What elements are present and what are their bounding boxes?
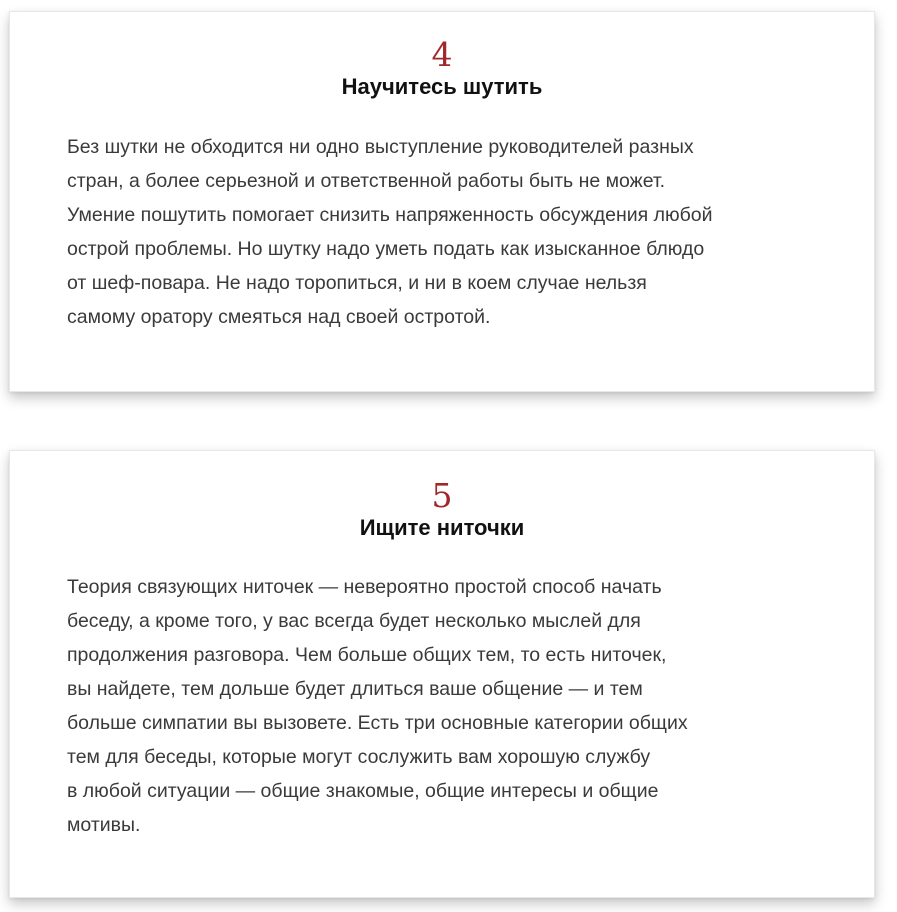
tip-number: 4 <box>431 35 453 74</box>
tip-title: Ищите ниточки <box>359 515 525 540</box>
tip-text-line: стран, а более серьезной и ответственной работы быть не может. <box>67 170 666 192</box>
tip-text-line: больше симпатии вы вызовете. Есть три основные категории общих <box>67 712 688 734</box>
tip-text-line: от шеф-повара. Не надо торопиться, и ни в коем случае нельзя <box>67 272 647 294</box>
tip-number: 5 <box>431 476 453 515</box>
tip-card-4 <box>9 11 875 392</box>
tip-text-line: в любой ситуации — общие знакомые, общие интересы и общие <box>67 780 659 802</box>
tip-card-5 <box>9 450 875 898</box>
tip-text-line: Умение пошутить помогает снизить напряженность обсуждения любой <box>67 204 713 226</box>
tip-text-line: мотивы. <box>67 814 141 836</box>
tip-text-line: продолжения разговора. Чем больше общих тем, то есть ниточек, <box>67 644 667 666</box>
tip-text-line: Теория связующих ниточек — невероятно простой способ начать <box>67 576 662 598</box>
tip-title: Научитесь шутить <box>341 74 543 99</box>
tip-text-line: беседу, а кроме того, у вас всегда будет несколько мыслей для <box>67 610 641 632</box>
tip-text <box>10 570 874 842</box>
tip-text-line: самому оратору смеяться над своей остротой. <box>67 306 491 328</box>
tip-text <box>10 130 874 334</box>
tip-text-line: острой проблемы. Но шутку надо уметь подать как изысканное блюдо <box>67 238 705 260</box>
tip-text-line: вы найдете, тем дольше будет длиться ваше общение — и тем <box>67 678 643 700</box>
tip-text-line: тем для беседы, которые могут сослужить вам хорошую службу <box>67 746 651 768</box>
tip-text-line: Без шутки не обходится ни одно выступление руководителей разных <box>67 136 694 158</box>
